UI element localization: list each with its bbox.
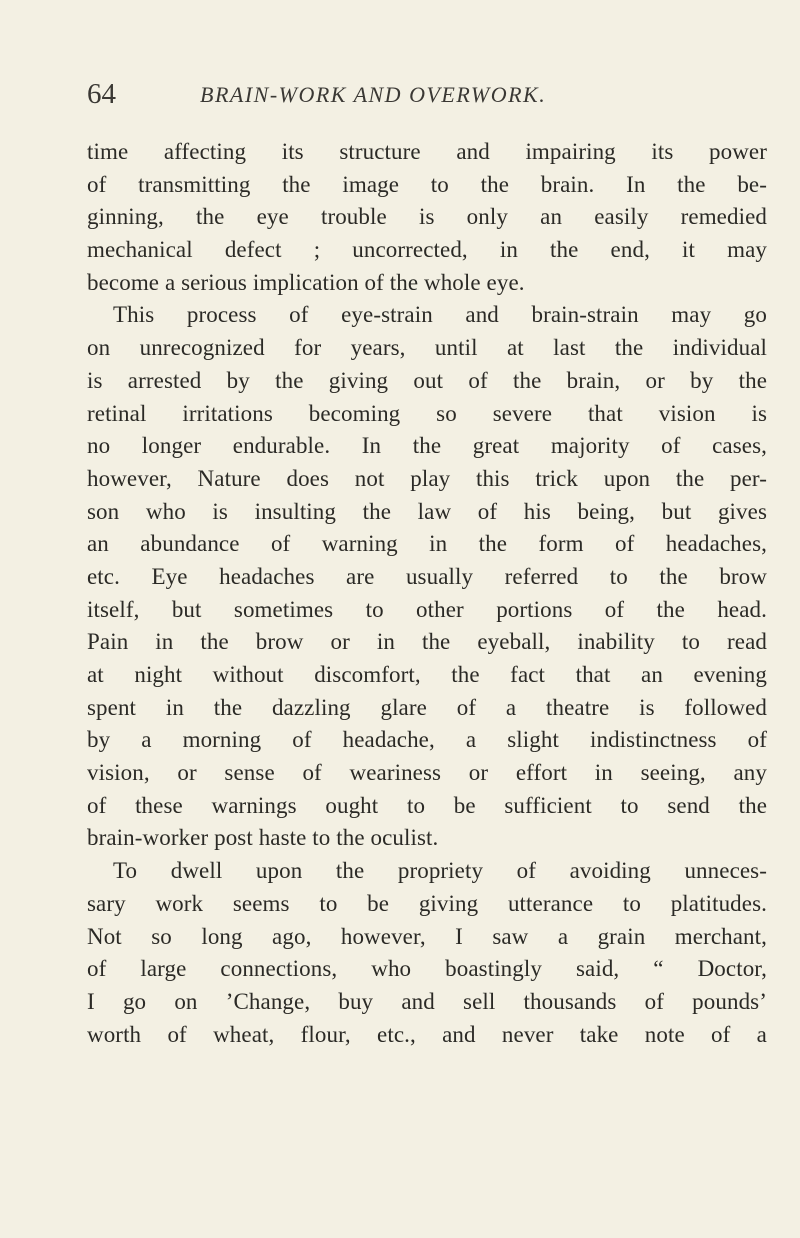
text-line: Pain in the brow or in the eyeball, inability to read: [87, 629, 767, 655]
text-line: To dwell upon the propriety of avoiding unneces-: [113, 858, 767, 884]
text-line: by a morning of headache, a slight indistinctness of: [87, 727, 767, 753]
text-line: itself, but sometimes to other portions of the head.: [87, 596, 767, 622]
running-header: [87, 78, 767, 118]
text-line: mechanical defect ; uncorrected, in the end, it may: [87, 237, 767, 263]
text-line: is arrested by the giving out of the brain, or by the: [87, 367, 767, 393]
text-line: however, Nature does not play this trick upon the per-: [87, 465, 767, 491]
running-title: BRAIN-WORK AND OVERWORK.: [200, 82, 547, 107]
text-line: ginning, the eye trouble is only an easily remedied: [87, 204, 767, 230]
text-line: no longer endurable. In the great majority of cases,: [87, 433, 767, 459]
body-text: [87, 136, 767, 1051]
text-line: spent in the dazzling glare of a theatre is followed: [87, 694, 767, 720]
text-line: This process of eye-strain and brain-strain may go: [113, 302, 767, 328]
text-line: vision, or sense of weariness or effort in seeing, any: [87, 760, 767, 786]
page-number: 64: [87, 78, 116, 110]
text-line: Not so long ago, however, I saw a grain merchant,: [87, 923, 767, 949]
text-line: of transmitting the image to the brain. In the be-: [87, 171, 767, 197]
text-line: at night without discomfort, the fact that an evening: [87, 662, 767, 687]
text-line: son who is insulting the law of his being, but gives: [87, 498, 767, 524]
text-line: I go on ’Change, buy and sell thousands of pounds’: [87, 988, 767, 1014]
text-line: etc. Eye headaches are usually referred to the brow: [87, 563, 767, 589]
text-line: worth of wheat, flour, etc., and never take note of a: [87, 1021, 767, 1047]
text-line: time affecting its structure and impairing its power: [87, 139, 767, 164]
text-line: on unrecognized for years, until at last the individual: [87, 335, 767, 361]
text-line: of large connections, who boastingly said, “ Doctor,: [87, 956, 767, 982]
text-line: retinal irritations becoming so severe that vision is: [87, 400, 767, 426]
text-line: become a serious implication of the whole eye.: [87, 269, 525, 295]
text-line: sary work seems to be giving utterance to platitudes.: [87, 890, 767, 916]
text-line: an abundance of warning in the form of headaches,: [87, 531, 767, 557]
text-line: brain-worker post haste to the oculist.: [87, 825, 439, 851]
text-line: of these warnings ought to be sufficient to send the: [87, 792, 767, 818]
